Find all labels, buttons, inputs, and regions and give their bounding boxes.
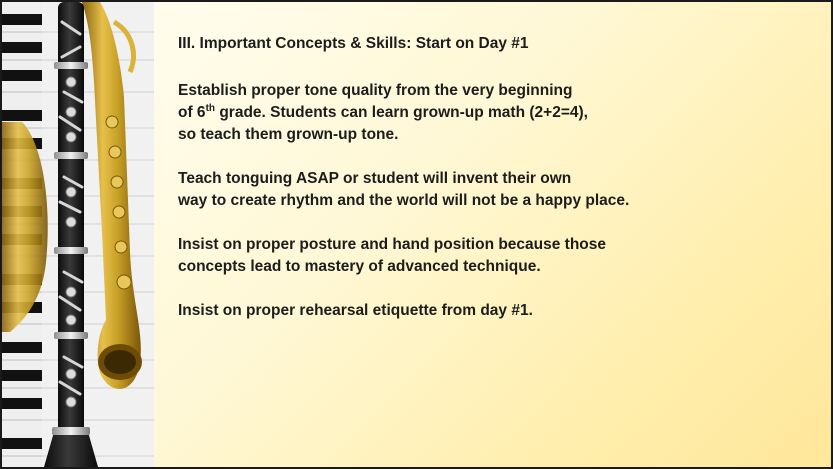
instruments-image — [2, 2, 154, 467]
line-text: grade. Students can learn grown-up math (2+2=4), — [215, 104, 588, 121]
paragraph-line: concepts lead to mastery of advanced technique. — [178, 258, 541, 275]
paragraph-line: Insist on proper rehearsal etiquette from day #1. — [178, 302, 533, 319]
slide-text — [178, 33, 818, 344]
paragraph-tonguing — [178, 168, 818, 212]
paragraph-etiquette — [178, 300, 818, 322]
ordinal-suffix: th — [205, 103, 216, 114]
paragraph-line: Teach tonguing ASAP or student will invent their own — [178, 170, 572, 187]
paragraph-line: so teach them grown-up tone. — [178, 126, 399, 143]
paragraph-posture — [178, 234, 818, 278]
paragraph-line: Insist on proper posture and hand position because those — [178, 236, 607, 253]
paragraph-line: way to create rhythm and the world will not be a happy place. — [178, 192, 630, 209]
paragraph-tone-quality — [178, 80, 818, 146]
paragraph-line: Establish proper tone quality from the very beginning — [178, 82, 573, 99]
paragraph-line — [178, 102, 818, 124]
slide-heading: III. Important Concepts & Skills: Start on Day #1 — [178, 35, 529, 52]
line-text: of 6 — [178, 104, 206, 121]
